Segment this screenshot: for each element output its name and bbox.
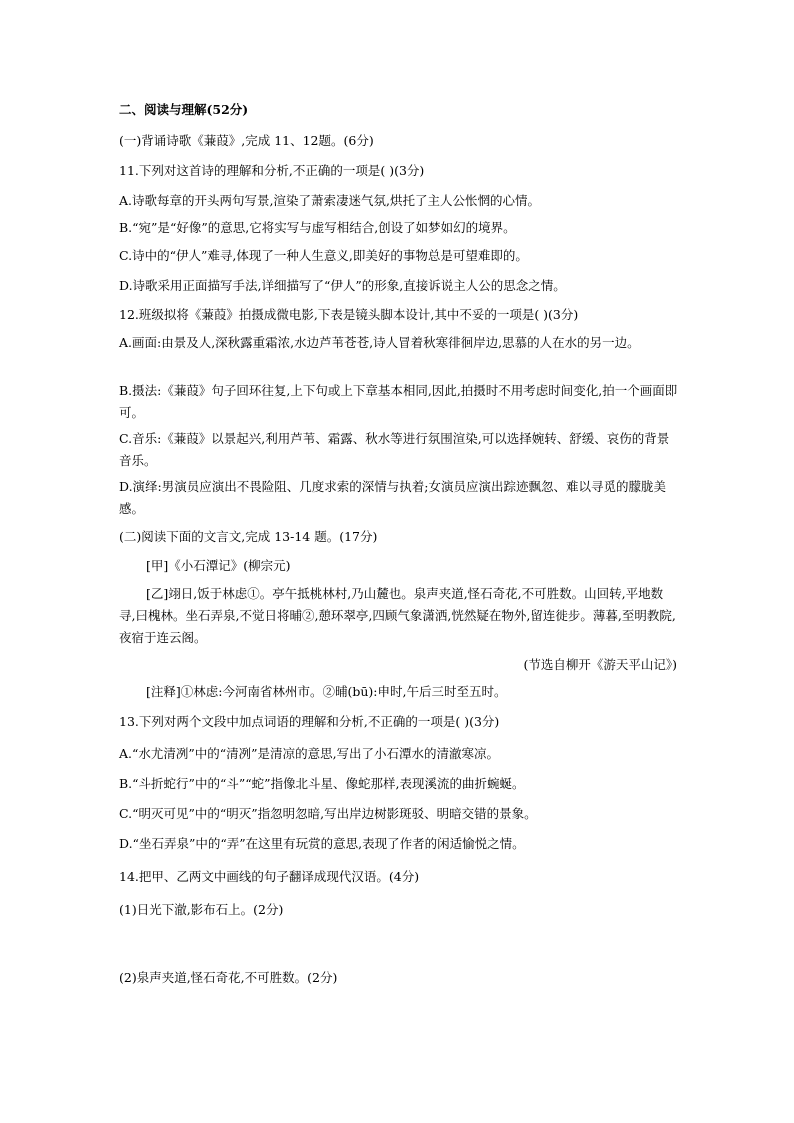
q12-option-a: A.画面:由景及人,深秋露重霜浓,水边芦苇苍苍,诗人冒着秋寒徘徊岸边,思慕的人在水的另一边。 (119, 335, 640, 350)
q13-option-c: C.“明灭可见”中的“明灭”指忽明忽暗,写出岸边树影斑驳、明暗交错的景象。 (119, 806, 537, 821)
q11-stem: 11.下列对这首诗的理解和分析,不正确的一项是( )(3分) (119, 163, 425, 178)
q11-option-a: A.诗歌每章的开头两句写景,渲染了萧索凄迷气氛,烘托了主人公怅惘的心情。 (119, 193, 540, 208)
part2-intro: (二)阅读下面的文言文,完成 13-14 题。(17分) (119, 529, 378, 544)
q14-sentence-1: (1)日光下澈,影布石上。(2分) (119, 902, 284, 917)
q12-option-c: C.音乐:《蒹葭》以景起兴,利用芦苇、霜露、秋水等进行氛围渲染,可以选择婉转、舒缓、哀伤的背景音乐。 (119, 431, 670, 468)
annotation-note: [注释]①林虑:今河南省林州市。②晡(bū):申时,午后三时至五时。 (146, 684, 507, 699)
q13-option-a: A.“水尤清冽”中的“清冽”是清凉的意思,写出了小石潭水的清澈寒凉。 (119, 746, 500, 761)
text-yi-passage: [乙]翊日,饭于林虑①。亭午抵桃林村,乃山麓也。泉声夹道,怪石奇花,不可胜数。山回转,平地数寻,曰槐林。坐石弄泉,不觉日将晡②,憩环翠亭,四顾气象潇洒,恍然疑在物外,留连徙步。薄暮,至明教院,夜宿于连云阁。 (119, 586, 676, 645)
q13-option-d: D.“坐石弄泉”中的“弄”在这里有玩赏的意思,表现了作者的闲适愉悦之情。 (119, 836, 525, 851)
q13-option-b: B.“斗折蛇行”中的“斗”“蛇”指像北斗星、像蛇那样,表现溪流的曲折蜿蜒。 (119, 776, 525, 791)
q14-sentence-2: (2)泉声夹道,怪石奇花,不可胜数。(2分) (119, 970, 338, 985)
q12-option-d: D.演绎:男演员应演出不畏险阻、几度求索的深情与执着;女演员应演出踪迹飘忽、难以寻觅的朦胧美感。 (119, 479, 666, 516)
section-title: 二、阅读与理解(52分) (119, 102, 249, 117)
q11-option-b: B.“宛”是“好像”的意思,它将实写与虚写相结合,创设了如梦如幻的境界。 (119, 220, 516, 235)
part1-intro: (一)背诵诗歌《蒹葭》,完成 11、12题。(6分) (119, 133, 374, 148)
q11-option-c: C.诗中的“伊人”难寻,体现了一种人生意义,即美好的事物总是可望难即的。 (119, 248, 528, 263)
q12-stem: 12.班级拟将《蒹葭》拍摄成微电影,下表是镜头脚本设计,其中不妥的一项是( )(3分) (119, 307, 579, 322)
q12-option-b: B.摄法:《蒹葭》句子回环往复,上下句或上下章基本相同,因此,拍摄时不用考虑时间变化,拍一个画面即可。 (119, 383, 678, 420)
q13-stem: 13.下列对两个文段中加点词语的理解和分析,不正确的一项是( )(3分) (119, 714, 500, 729)
q11-option-d: D.诗歌采用正面描写手法,详细描写了“伊人”的形象,直接诉说主人公的思念之情。 (119, 278, 566, 293)
text-jia-title: [甲]《小石潭记》(柳宗元) (146, 558, 291, 573)
q14-stem: 14.把甲、乙两文中画线的句子翻译成现代汉语。(4分) (119, 869, 420, 884)
text-yi-source: (节选自柳开《游天平山记》) (523, 657, 677, 672)
